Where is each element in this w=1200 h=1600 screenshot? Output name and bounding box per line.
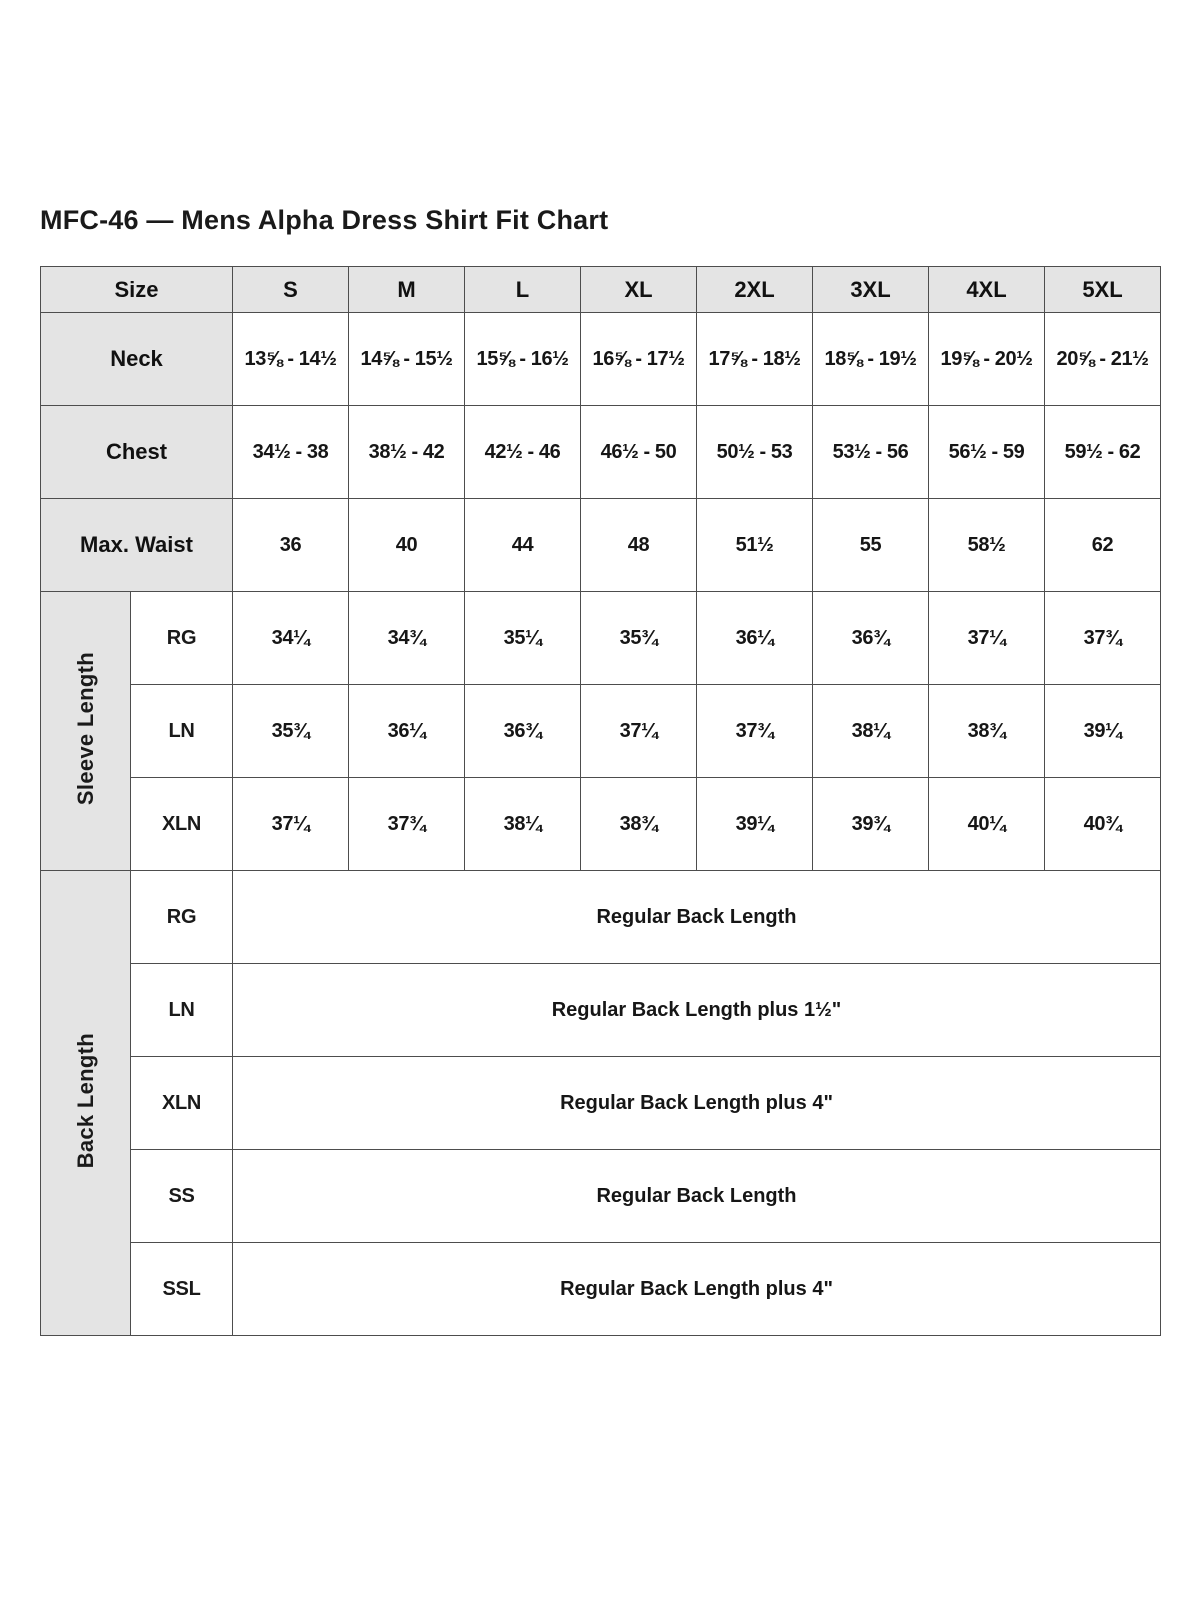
sleeve-ln-value-cell: 38¾ xyxy=(929,685,1045,778)
sleeve-rg-value-cell: 34¼ xyxy=(233,592,349,685)
size-header-cell: Size xyxy=(41,267,233,313)
back-rg-row xyxy=(41,871,1161,964)
back-variant-label-xln: XLN xyxy=(131,1057,233,1150)
chest-value-cell: 38½ - 42 xyxy=(349,406,465,499)
neck-value-cell: 20⅝ - 21½ xyxy=(1045,313,1161,406)
sleeve-ln-value-cell: 37¼ xyxy=(581,685,697,778)
chest-value-cell: 50½ - 53 xyxy=(697,406,813,499)
back-ss-row xyxy=(41,1150,1161,1243)
sleeve-ln-value-cell: 39¼ xyxy=(1045,685,1161,778)
max-waist-value-cell: 51½ xyxy=(697,499,813,592)
back-variant-label-ln: LN xyxy=(131,964,233,1057)
chest-value-cell: 42½ - 46 xyxy=(465,406,581,499)
chest-value-cell: 59½ - 62 xyxy=(1045,406,1161,499)
sleeve-xln-value-cell: 37¾ xyxy=(349,778,465,871)
sleeve-xln-value-cell: 38¾ xyxy=(581,778,697,871)
row-label-neck: Neck xyxy=(41,313,233,406)
chest-value-cell: 53½ - 56 xyxy=(813,406,929,499)
size-col-header-m: M xyxy=(349,267,465,313)
neck-value-cell: 19⅝ - 20½ xyxy=(929,313,1045,406)
sleeve-xln-value-cell: 40¾ xyxy=(1045,778,1161,871)
size-col-header-xl: XL xyxy=(581,267,697,313)
back-length-group-label: Back Length xyxy=(72,1032,98,1169)
sleeve-length-group-label: Sleeve Length xyxy=(72,651,98,806)
back-rg-value-cell: Regular Back Length xyxy=(233,871,1161,964)
row-label-max-waist: Max. Waist xyxy=(41,499,233,592)
sleeve-xln-value-cell: 39¼ xyxy=(697,778,813,871)
size-col-header-5xl: 5XL xyxy=(1045,267,1161,313)
sleeve-ln-value-cell: 38¼ xyxy=(813,685,929,778)
size-col-header-s: S xyxy=(233,267,349,313)
sleeve-xln-value-cell: 38¼ xyxy=(465,778,581,871)
size-col-header-2xl: 2XL xyxy=(697,267,813,313)
sleeve-variant-label-xln: XLN xyxy=(131,778,233,871)
chest-value-cell: 56½ - 59 xyxy=(929,406,1045,499)
back-variant-label-ss: SS xyxy=(131,1150,233,1243)
table-header-row xyxy=(41,267,1161,313)
back-length-group-label-cell xyxy=(41,871,131,1336)
sleeve-xln-row xyxy=(41,778,1161,871)
sleeve-xln-value-cell: 37¼ xyxy=(233,778,349,871)
chest-value-cell: 46½ - 50 xyxy=(581,406,697,499)
neck-value-cell: 18⅝ - 19½ xyxy=(813,313,929,406)
sleeve-ln-row xyxy=(41,685,1161,778)
back-ssl-value-cell: Regular Back Length plus 4" xyxy=(233,1243,1161,1336)
sleeve-variant-label-rg: RG xyxy=(131,592,233,685)
size-col-header-l: L xyxy=(465,267,581,313)
max-waist-value-cell: 40 xyxy=(349,499,465,592)
sleeve-length-group-label-cell xyxy=(41,592,131,871)
chest-row xyxy=(41,406,1161,499)
sleeve-xln-value-cell: 39¾ xyxy=(813,778,929,871)
sleeve-rg-value-cell: 36¼ xyxy=(697,592,813,685)
max-waist-value-cell: 62 xyxy=(1045,499,1161,592)
back-variant-label-rg: RG xyxy=(131,871,233,964)
sleeve-rg-value-cell: 37¾ xyxy=(1045,592,1161,685)
back-ssl-row xyxy=(41,1243,1161,1336)
sleeve-rg-value-cell: 36¾ xyxy=(813,592,929,685)
back-variant-label-ssl: SSL xyxy=(131,1243,233,1336)
chest-value-cell: 34½ - 38 xyxy=(233,406,349,499)
sleeve-rg-value-cell: 37¼ xyxy=(929,592,1045,685)
neck-row xyxy=(41,313,1161,406)
page-title: MFC-46 — Mens Alpha Dress Shirt Fit Chart xyxy=(40,205,609,235)
sleeve-ln-value-cell: 36¾ xyxy=(465,685,581,778)
neck-value-cell: 16⅝ - 17½ xyxy=(581,313,697,406)
max-waist-value-cell: 44 xyxy=(465,499,581,592)
max-waist-value-cell: 55 xyxy=(813,499,929,592)
back-ln-value-cell: Regular Back Length plus 1½" xyxy=(233,964,1161,1057)
size-col-header-4xl: 4XL xyxy=(929,267,1045,313)
max-waist-value-cell: 36 xyxy=(233,499,349,592)
sleeve-rg-value-cell: 35¼ xyxy=(465,592,581,685)
row-label-chest: Chest xyxy=(41,406,233,499)
neck-value-cell: 15⅝ - 16½ xyxy=(465,313,581,406)
max-waist-value-cell: 48 xyxy=(581,499,697,592)
neck-value-cell: 17⅝ - 18½ xyxy=(697,313,813,406)
sleeve-rg-value-cell: 34¾ xyxy=(349,592,465,685)
back-ss-value-cell: Regular Back Length xyxy=(233,1150,1161,1243)
sleeve-ln-value-cell: 35¾ xyxy=(233,685,349,778)
back-xln-value-cell: Regular Back Length plus 4" xyxy=(233,1057,1161,1150)
max-waist-value-cell: 58½ xyxy=(929,499,1045,592)
max-waist-row xyxy=(41,499,1161,592)
back-xln-row xyxy=(41,1057,1161,1150)
sleeve-rg-row xyxy=(41,592,1161,685)
back-ln-row xyxy=(41,964,1161,1057)
size-col-header-3xl: 3XL xyxy=(813,267,929,313)
sleeve-variant-label-ln: LN xyxy=(131,685,233,778)
sleeve-ln-value-cell: 36¼ xyxy=(349,685,465,778)
neck-value-cell: 13⅝ - 14½ xyxy=(233,313,349,406)
neck-value-cell: 14⅝ - 15½ xyxy=(349,313,465,406)
sleeve-xln-value-cell: 40¼ xyxy=(929,778,1045,871)
fit-chart-table xyxy=(40,266,1161,1336)
sleeve-ln-value-cell: 37¾ xyxy=(697,685,813,778)
sleeve-rg-value-cell: 35¾ xyxy=(581,592,697,685)
